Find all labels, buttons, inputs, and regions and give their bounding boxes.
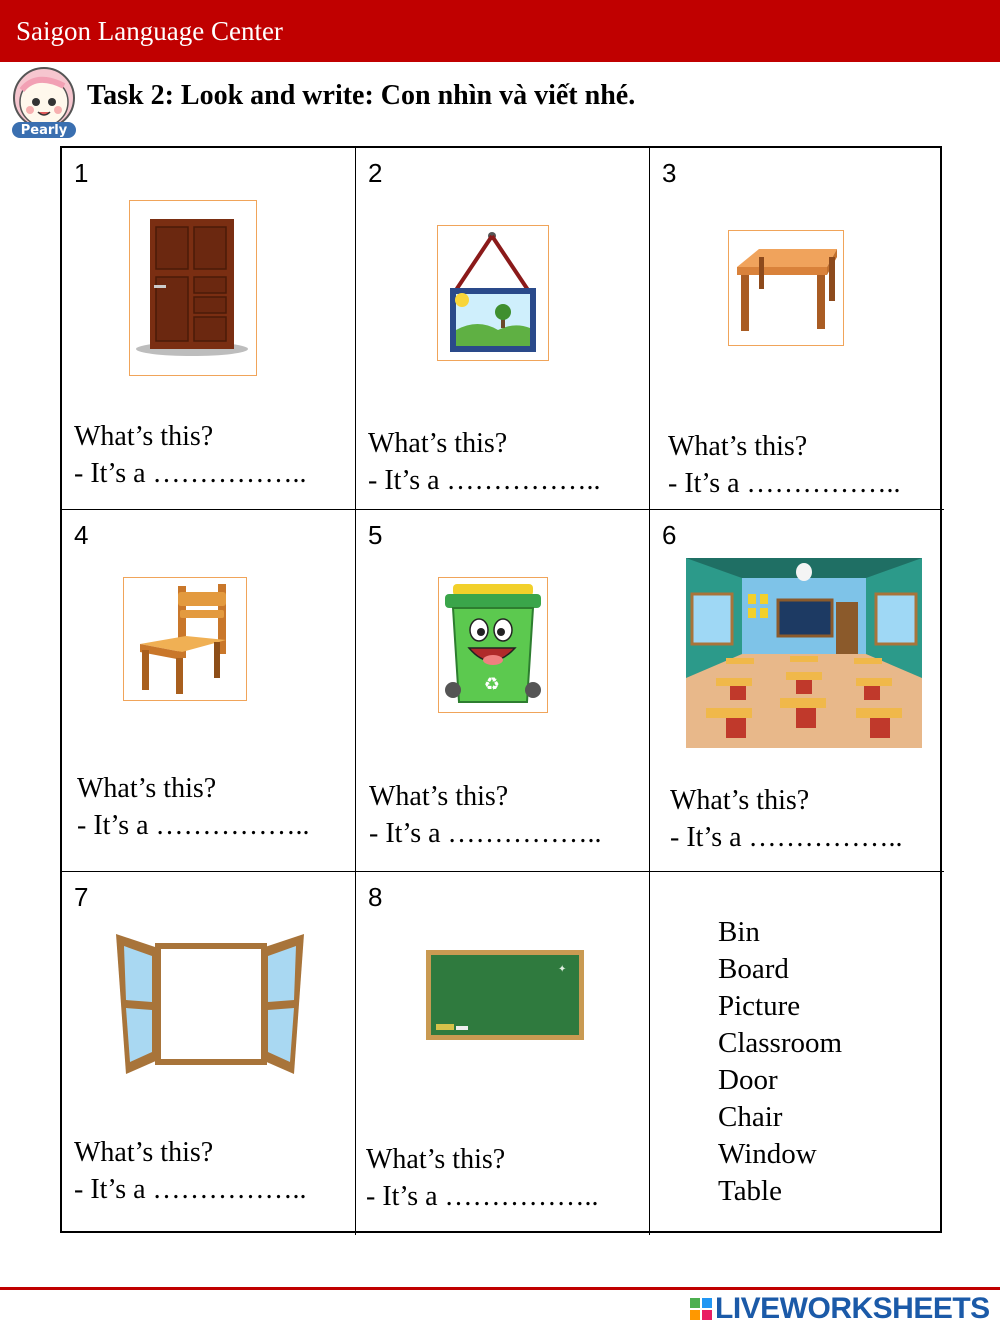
door-icon [130,201,255,374]
answer-blank[interactable]: - It’s a …………….. [74,458,307,489]
item-number: 3 [662,158,677,188]
cell-7 [62,872,356,1235]
question-text: What’s this? [670,785,810,816]
question-text: What’s this? [668,431,808,462]
answer-blank[interactable]: - It’s a …………….. [77,810,310,841]
item-number: 2 [368,158,383,188]
word-bank-item: Classroom [718,1027,843,1059]
board-icon [426,950,584,1040]
board-picture [426,950,584,1040]
question-text: What’s this? [74,421,214,452]
question-block [369,778,602,852]
bin-icon [439,578,546,711]
question-text: What’s this? [369,781,509,812]
header-title: Saigon Language Center [16,16,283,46]
question-text: What’s this? [368,428,508,459]
footer-line [0,1287,1000,1290]
question-block [670,782,903,856]
item-number: 8 [368,882,383,912]
classroom-icon [686,558,922,748]
question-text: What’s this? [77,773,217,804]
word-bank-item: Picture [718,990,801,1022]
word-bank-item: Chair [718,1101,783,1133]
word-bank-cell [650,872,944,1235]
liveworksheets-brand[interactable] [690,1292,990,1326]
word-bank-item: Bin [718,916,760,948]
window-picture [112,928,308,1076]
svg-text:♻: ♻ [483,674,501,695]
door-picture [129,200,257,376]
picture-picture [437,225,549,361]
item-number: 1 [74,158,89,188]
classroom-picture [686,558,922,748]
question-block [74,1134,307,1208]
answer-blank[interactable]: - It’s a …………….. [670,822,903,853]
pearly-logo [6,66,82,140]
item-number: 4 [74,520,89,550]
brand-text: LIVEWORKSHEETS [715,1292,990,1325]
word-bank-item: Board [718,953,789,985]
answer-blank[interactable]: - It’s a …………….. [668,468,901,499]
question-block [366,1141,599,1215]
worksheet-grid [60,146,942,1233]
word-bank-item: Window [718,1138,817,1170]
table-picture [728,230,844,346]
cell-4 [62,510,356,872]
cell-6 [650,510,944,872]
picture-icon [438,226,547,359]
question-block [77,770,310,844]
word-bank [718,914,842,1210]
table-icon [729,231,842,344]
question-block [668,428,901,502]
task-title: Task 2: Look and write: Con nhìn và viết nhé. [87,80,636,111]
header-bar [0,0,1000,62]
cell-3 [650,148,944,510]
question-text: What’s this? [74,1137,214,1168]
question-block [368,425,601,499]
window-icon [112,928,308,1076]
answer-blank[interactable]: - It’s a …………….. [369,818,602,849]
item-number: 6 [662,520,677,550]
answer-blank[interactable]: - It’s a …………….. [368,465,601,496]
cell-1 [62,148,356,510]
answer-blank[interactable]: - It’s a …………….. [366,1181,599,1212]
item-number: 7 [74,882,89,912]
answer-blank[interactable]: - It’s a …………….. [74,1174,307,1205]
cell-5 [356,510,650,872]
liveworksheets-logo-icon [690,1298,712,1320]
word-bank-item: Table [718,1175,782,1207]
chair-picture [123,577,247,701]
question-block [74,418,307,492]
cell-8 [356,872,650,1235]
chair-icon [124,578,245,699]
bin-picture [438,577,548,713]
item-number: 5 [368,520,383,550]
svg-text:✦: ✦ [558,964,567,975]
cell-2 [356,148,650,510]
question-text: What’s this? [366,1144,506,1175]
word-bank-item: Door [718,1064,778,1096]
svg-text:Pearly: Pearly [20,123,68,138]
